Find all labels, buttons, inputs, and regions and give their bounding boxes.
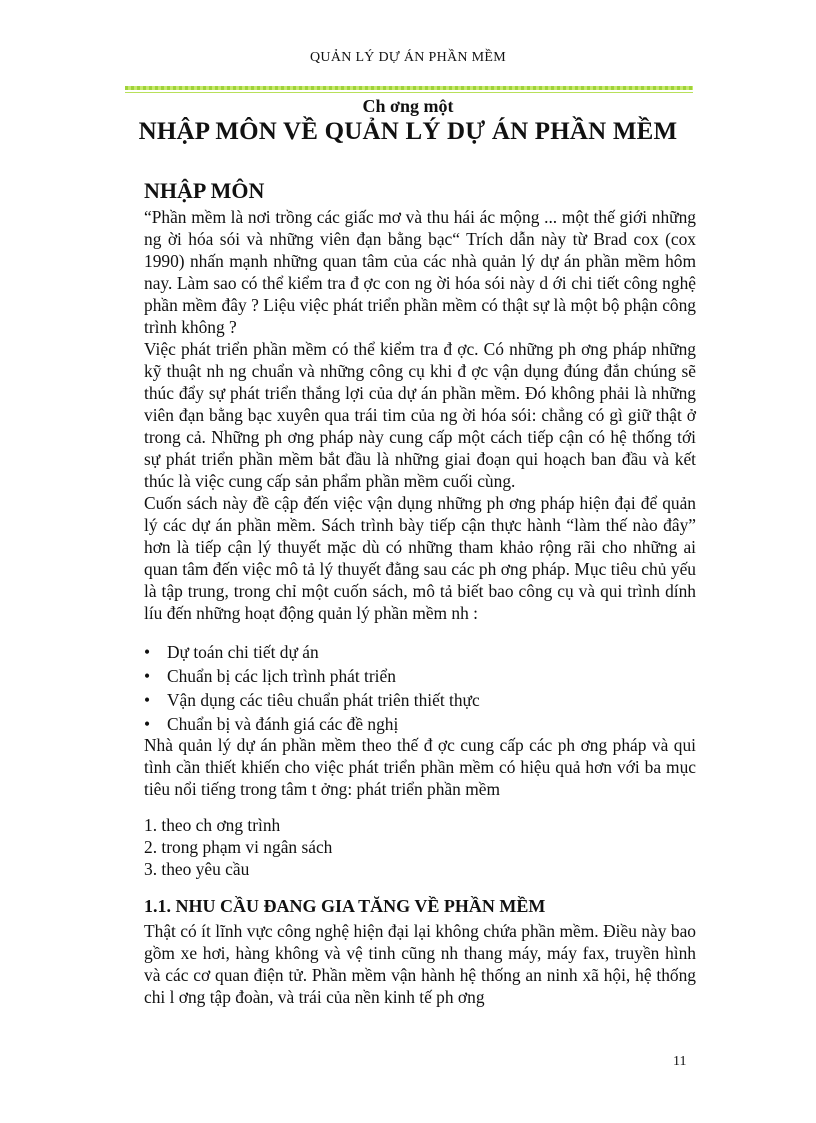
numbered-item: 1. theo ch ơng trình [144,815,281,835]
header-rule [125,86,693,90]
page-number: 11 [673,1054,687,1069]
intro-heading: NHẬP MÔN [144,178,265,203]
section-heading-1-1: 1.1. NHU CẦU ĐANG GIA TĂNG VỀ PHẦN MỀM [144,896,546,916]
bullet-item: • Dự toán chi tiết dự án [144,640,480,664]
intro-paragraph-2 [144,338,696,492]
bullet-list [144,640,480,736]
numbered-item: 2. trong phạm vi ngân sách [144,837,333,857]
bullet-item: • Chuẩn bị các lịch trình phát triển [144,664,480,688]
paragraph: Việc phát triển phần mềm có thể kiểm tra đ ợc. Có những ph ơng pháp những kỹ thuật nh ng chuẩn và những công cụ khi đ ợc vận dụng đúng đắn chúng sẽ thúc đẩy sự phát triển thắng lợi của dự án phần mềm. Đó không phải là những viên đạn bằng bạc xuyên qua trái tim của ng ời hóa sói: chẳng có gì giữ thật ở trong cả. Những ph ơng pháp này cung cấp một cách tiếp cận có hệ thống tới sự phát triển phần mềm bắt đầu là những giai đoạn qui hoạch ban đầu và kết thúc là việc cung cấp sản phẩm phần mềm cuối cùng. [144,339,696,491]
chapter-label: Ch ơng một [362,96,454,116]
paragraph: Cuốn sách này đề cập đến việc vận dụng những ph ơng pháp hiện đại để quản lý các dự án phần mềm. Sách trình bày tiếp cận thực hành “làm thế nào đây” hơn là tiếp cận lý thuyết mặc dù có những tham khảo rộng rãi cho những ai quan tâm đến việc mô tả lý thuyết đằng sau các ph ơng pháp. Mục tiêu chủ yếu là tập trung, trong chỉ một cuốn sách, mô tả biết bao công cụ và qui trình dính líu đến những hoạt động quản lý phần mềm nh : [144,493,696,623]
header-rule-thin [125,92,693,93]
running-header: QUẢN LÝ DỰ ÁN PHẦN MỀM [310,50,506,65]
bullet-item: • Vận dụng các tiêu chuẩn phát triên thiết thực [144,688,480,712]
numbered-item: 3. theo yêu cầu [144,859,250,879]
paragraph: Thật có ít lĩnh vực công nghệ hiện đại lại không chứa phần mềm. Điều này bao gồm xe hơi, hàng không và vệ tinh cũng nh thang máy, máy fax, truyền hình và các cơ quan điện tử. Phần mềm vận hành hệ thống an ninh xã hội, hệ thống chi l ơng tập đoàn, và trái của nền kinh tế ph ơng [144,921,696,1007]
numbered-list [144,814,332,880]
section-1-1-paragraph [144,920,696,1008]
paragraph: Nhà quản lý dự án phần mềm theo thế đ ợc cung cấp các ph ơng pháp và qui tình cần thiết khiến cho việc phát triển phần mềm có hiệu quả hơn với ba mục tiêu nổi tiếng trong tâm t ởng: phát triển phần mềm [144,735,696,799]
bullet-item: • Chuẩn bị và đánh giá các đề nghị [144,712,480,736]
intro-closing-paragraph [144,734,696,800]
intro-paragraph-1 [144,206,696,338]
chapter-title: NHẬP MÔN VỀ QUẢN LÝ DỰ ÁN PHẦN MỀM [138,118,678,145]
paragraph: “Phần mềm là nơi trồng các giấc mơ và thu hái ác mộng ... một thế giới những ng ời hóa sói và những viên đạn bằng bạc“ Trích dẫn này từ Brad cox (cox 1990) nhấn mạnh những quan tâm của các nhà quản lý dự án phần mềm hôm nay. Làm sao có thể kiểm tra đ ợc con ng ời hóa sói này d ới chi tiết công nghệ phần mềm đây ? Liệu việc phát triển phần mềm có thật sự là một bộ phận công trình không ? [144,207,696,337]
intro-paragraph-3 [144,492,696,624]
